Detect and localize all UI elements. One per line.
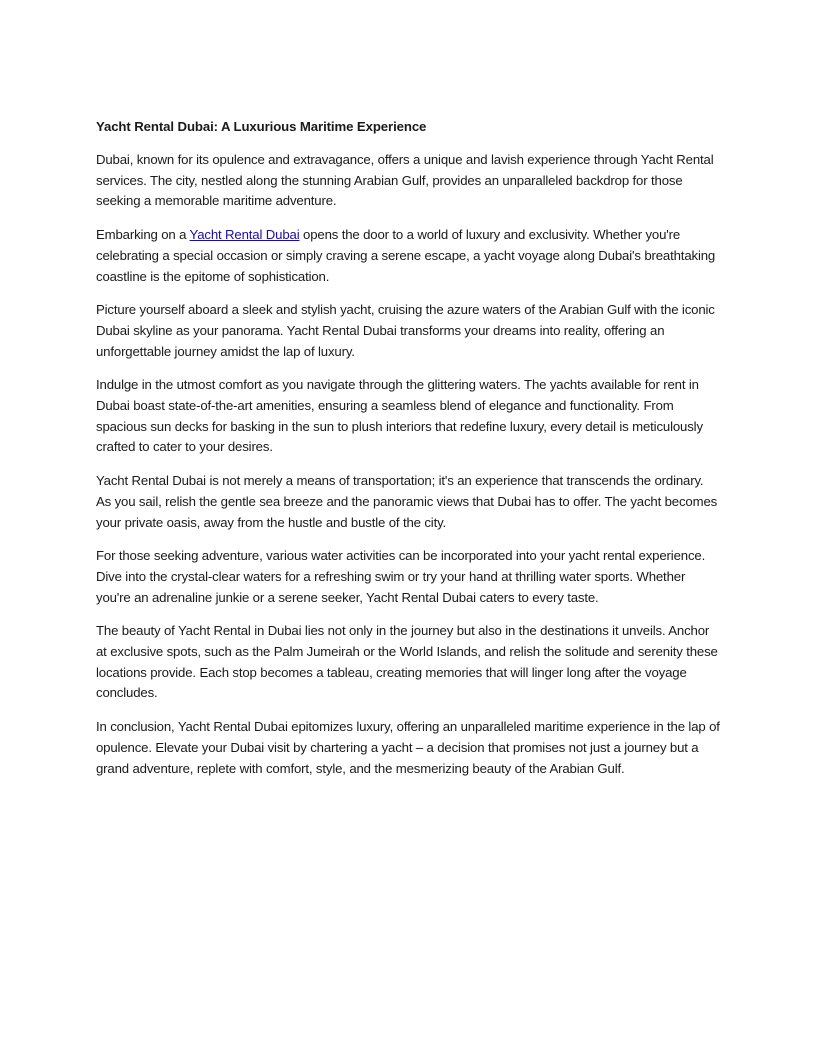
document-page: [96, 117, 720, 792]
paragraph-picture-yourself: Picture yourself aboard a sleek and stylish yacht, cruising the azure waters of the Arabian Gulf with the iconic Dubai skyline as your panorama. Yacht Rental Dubai transforms your dreams into reality, offering an unforgettable journey amidst the lap of luxury.: [96, 302, 715, 359]
paragraph-embarking-lead: Embarking on a: [96, 227, 190, 243]
paragraph-destinations: The beauty of Yacht Rental in Dubai lies not only in the journey but also in the destinations it unveils. Anchor at exclusive spots, such as the Palm Jumeirah or the World Islands, and relish the solitude and serenity these locations provide. Each stop becomes a tableau, creating memories that will linger long after the voyage concludes.: [96, 623, 718, 701]
paragraph-embarking: [96, 225, 720, 287]
paragraph-not-merely: Yacht Rental Dubai is not merely a means of transportation; it's an experience that transcends the ordinary. As you sail, relish the gentle sea breeze and the panoramic views that Dubai has to offer. The yacht becomes your private oasis, away from the hustle and bustle of the city.: [96, 473, 718, 530]
paragraph-conclusion: In conclusion, Yacht Rental Dubai epitomizes luxury, offering an unparalleled maritime experience in the lap of opulence. Elevate your Dubai visit by chartering a yacht – a decision that promises not just a journey but a grand adventure, replete with comfort, style, and the mesmerizing beauty of the Arabian Gulf.: [96, 719, 720, 776]
paragraph-indulge: Indulge in the utmost comfort as you navigate through the glittering waters. The yachts available for rent in Dubai boast state-of-the-art amenities, ensuring a seamless blend of elegance and functionality. From spacious sun decks for basking in the sun to plush interiors that redefine luxury, every detail is meticulously crafted to cater to your desires.: [96, 377, 703, 455]
paragraph-adventure: For those seeking adventure, various water activities can be incorporated into your yacht rental experience. Dive into the crystal-clear waters for a refreshing swim or try your hand at thrilling water sports. Whether you're an adrenaline junkie or a serene seeker, Yacht Rental Dubai caters to every taste.: [96, 548, 706, 605]
paragraph-embarking-rest: opens the door to a world of luxury and exclusivity. Whether you're celebrating a special occasion or simply craving a serene escape, a yacht voyage along Dubai's breathtaking coastline is the epitome of sophistication.: [96, 227, 716, 284]
document-title: Yacht Rental Dubai: A Luxurious Maritime Experience: [96, 119, 427, 134]
yacht-rental-dubai-link[interactable]: Yacht Rental Dubai: [189, 227, 300, 243]
paragraph-intro: Dubai, known for its opulence and extravagance, offers a unique and lavish experience through Yacht Rental services. The city, nestled along the stunning Arabian Gulf, provides an unparalleled backdrop for those seeking a memorable maritime adventure.: [96, 152, 714, 209]
